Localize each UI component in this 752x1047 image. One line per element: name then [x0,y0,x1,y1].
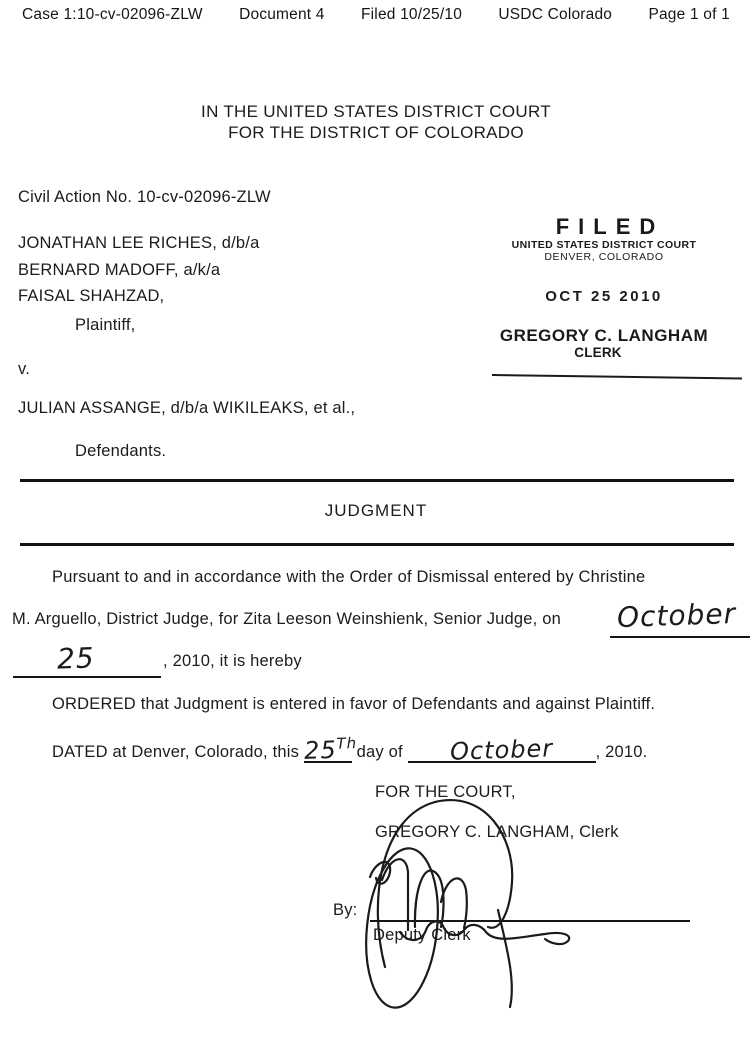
civil-action-number: Civil Action No. 10-cv-02096-ZLW [18,188,271,206]
handwritten-month: October [616,596,737,635]
dated-month-blank [408,734,596,766]
dated-middle: day of [351,743,408,761]
by-label: By: [333,901,358,919]
court-title [0,101,752,143]
body-paragraph-line-2: M. Arguello, District Judge, for Zita Leeson Weinshienk, Senior Judge, on [12,610,561,628]
handwritten-day-ordinal: 25Th [303,734,358,765]
court-title-line2: FOR THE DISTRICT OF COLORADO [228,123,524,142]
handwritten-day: 25 [56,641,96,676]
clerk-name-line: GREGORY C. LANGHAM, Clerk [375,823,619,841]
filed-stamp [496,214,712,389]
court-title-line1: IN THE UNITED STATES DISTRICT COURT [201,102,551,121]
header-filed-date: Filed 10/25/10 [360,6,463,23]
body-paragraph-line-3: , 2010, it is hereby [163,652,302,670]
clerk-signature-scribble [340,782,620,1042]
plaintiff-name-block [18,230,259,310]
stamp-city: DENVER, COLORADO [544,251,664,263]
plaintiff-name-line: FAISAL SHAHZAD, [18,287,165,305]
defendant-name-line: JULIAN ASSANGE, d/b/a WIKILEAKS, et al., [18,399,356,417]
signature-underline [370,920,690,922]
plaintiff-role-label: Plaintiff, [75,316,136,334]
header-court-name: USDC Colorado [498,6,613,23]
stamp-filed-date: OCT 25 2010 [545,288,663,305]
pacer-header [22,6,730,24]
versus-label: v. [18,360,31,378]
deputy-clerk-label: Deputy Clerk [373,926,471,944]
plaintiff-name-line: JONATHAN LEE RICHES, d/b/a [18,234,260,252]
dated-suffix: , 2010. [595,743,648,761]
divider-rule-bottom [20,543,734,546]
stamp-filed-text: FILED [555,214,665,239]
dated-prefix: DATED at Denver, Colorado, this [52,743,304,761]
divider-rule-top [20,479,734,482]
header-case-number: Case 1:10-cv-02096-ZLW [22,6,203,23]
header-page-number: Page 1 of 1 [648,6,730,23]
handwritten-month-2: October [449,734,554,766]
plaintiff-name-line: BERNARD MADOFF, a/k/a [18,260,221,279]
dated-day-blank [303,734,358,765]
body-paragraph-line-1: Pursuant to and in accordance with the Order of Dismissal entered by Christine [52,568,646,586]
ordered-line: ORDERED that Judgment is entered in favor of Defendants and against Plaintiff. [52,695,656,713]
blank-underline-day [13,676,161,678]
header-document-number: Document 4 [239,6,325,23]
dated-line [52,734,648,766]
stamp-clerk-name: GREGORY C. LANGHAM [499,326,709,345]
blank-underline-month [610,636,750,638]
judgment-heading: JUDGMENT [324,501,428,520]
defendants-role-label: Defendants. [75,442,167,460]
stamp-clerk-title: CLERK [574,345,622,360]
for-the-court-line: FOR THE COURT, [375,783,516,801]
stamp-court-name: UNITED STATES DISTRICT COURT [511,239,697,251]
